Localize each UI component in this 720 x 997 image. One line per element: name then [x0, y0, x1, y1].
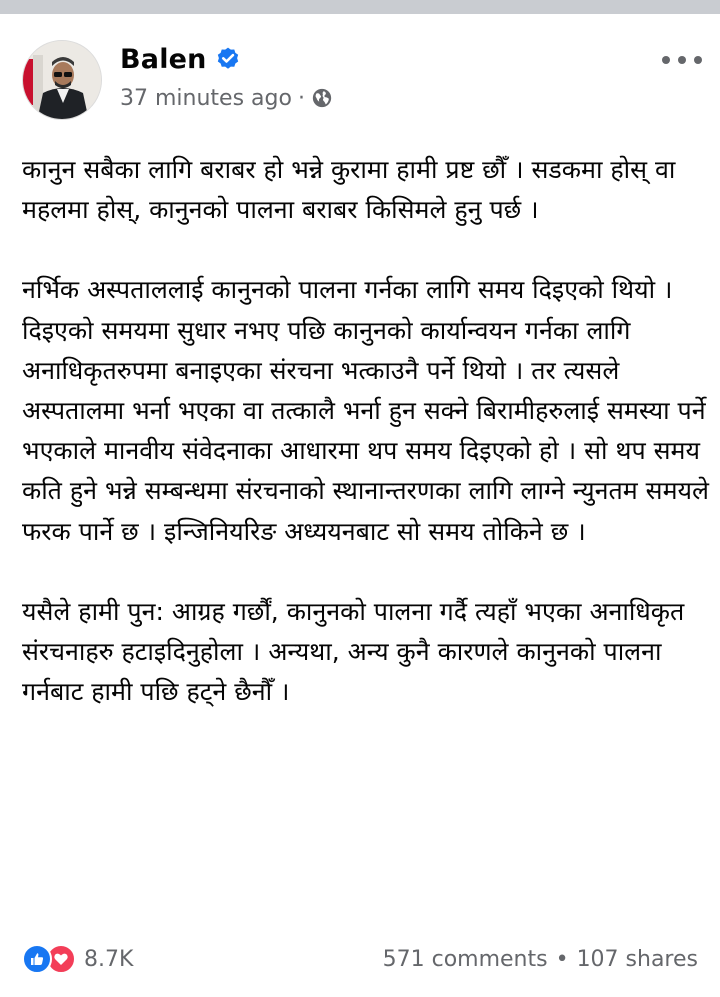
reactions-summary[interactable]: [22, 944, 133, 974]
post-header: [22, 40, 702, 120]
author-name[interactable]: Balen: [120, 43, 207, 75]
post-paragraph: यसैले हामी पुन: आग्रह गर्छौं, कानुनको पालना गर्दै त्यहाँ भएका अनाधिकृत संरचनाहरु हटाइदिनुहोला । अन्यथा, अन्य कुनै कारणले कानुनको पालना गर्नबाट हामी पछि हट्ने छैनौँ ।: [22, 596, 685, 707]
post-card: [0, 14, 720, 997]
reaction-count: 8.7K: [84, 946, 134, 972]
author-row: [120, 42, 241, 76]
like-icon: [22, 944, 52, 974]
more-dot-icon: [678, 56, 686, 64]
post-paragraph: कानुन सबैका लागि बराबर हो भन्ने कुरामा हामी प्रष्ट छौँ । सडकमा होस् वा महलमा होस्, कानुनको पालना बराबर किसिमले हुनु पर्छ ।: [22, 155, 676, 225]
more-dot-icon: [662, 56, 670, 64]
stats-separator: •: [555, 946, 569, 972]
post-footer: [22, 939, 698, 979]
feed-divider: [0, 0, 720, 14]
post-paragraph: नर्भिक अस्पताललाई कानुनको पालना गर्नका लागि समय दिइएको थियो । दिइएको समयमा सुधार नभए पछि कानुनको कार्यान्वयन गर्नका लागि अनाधिकृतरुपमा बनाइएका संरचना भत्काउनै पर्ने थियो । तर त्यसले अस्पतालमा भर्ना भएका वा तत्कालै भर्ना हुन सक्ने बिरामीहरुलाई समस्या पर्ने भएकाले मानवीय संवेदनाका आधारमा थप समय दिइएको हो । सो थप समय कति हुने भन्ने सम्बन्धमा संरचनाको स्थानान्तरणका लागि लाग्ने न्युनतम समयले फरक पार्ने छ । इन्जिनियरिङ अध्ययनबाट सो समय तोकिने छ ।: [22, 275, 709, 546]
more-dot-icon: [694, 56, 702, 64]
comments-count[interactable]: 571 comments: [382, 946, 548, 972]
meta-separator: ·: [297, 85, 305, 111]
shares-count[interactable]: 107 shares: [576, 946, 698, 972]
avatar-photo: [23, 41, 102, 120]
more-options-button[interactable]: [662, 48, 702, 72]
post-body: [22, 150, 712, 712]
globe-icon[interactable]: [311, 87, 333, 109]
post-meta: [120, 83, 333, 113]
engagement-stats: [383, 947, 698, 972]
verified-badge-icon: [215, 46, 241, 72]
post-timestamp[interactable]: 37 minutes ago: [120, 85, 292, 111]
avatar[interactable]: [22, 40, 102, 120]
